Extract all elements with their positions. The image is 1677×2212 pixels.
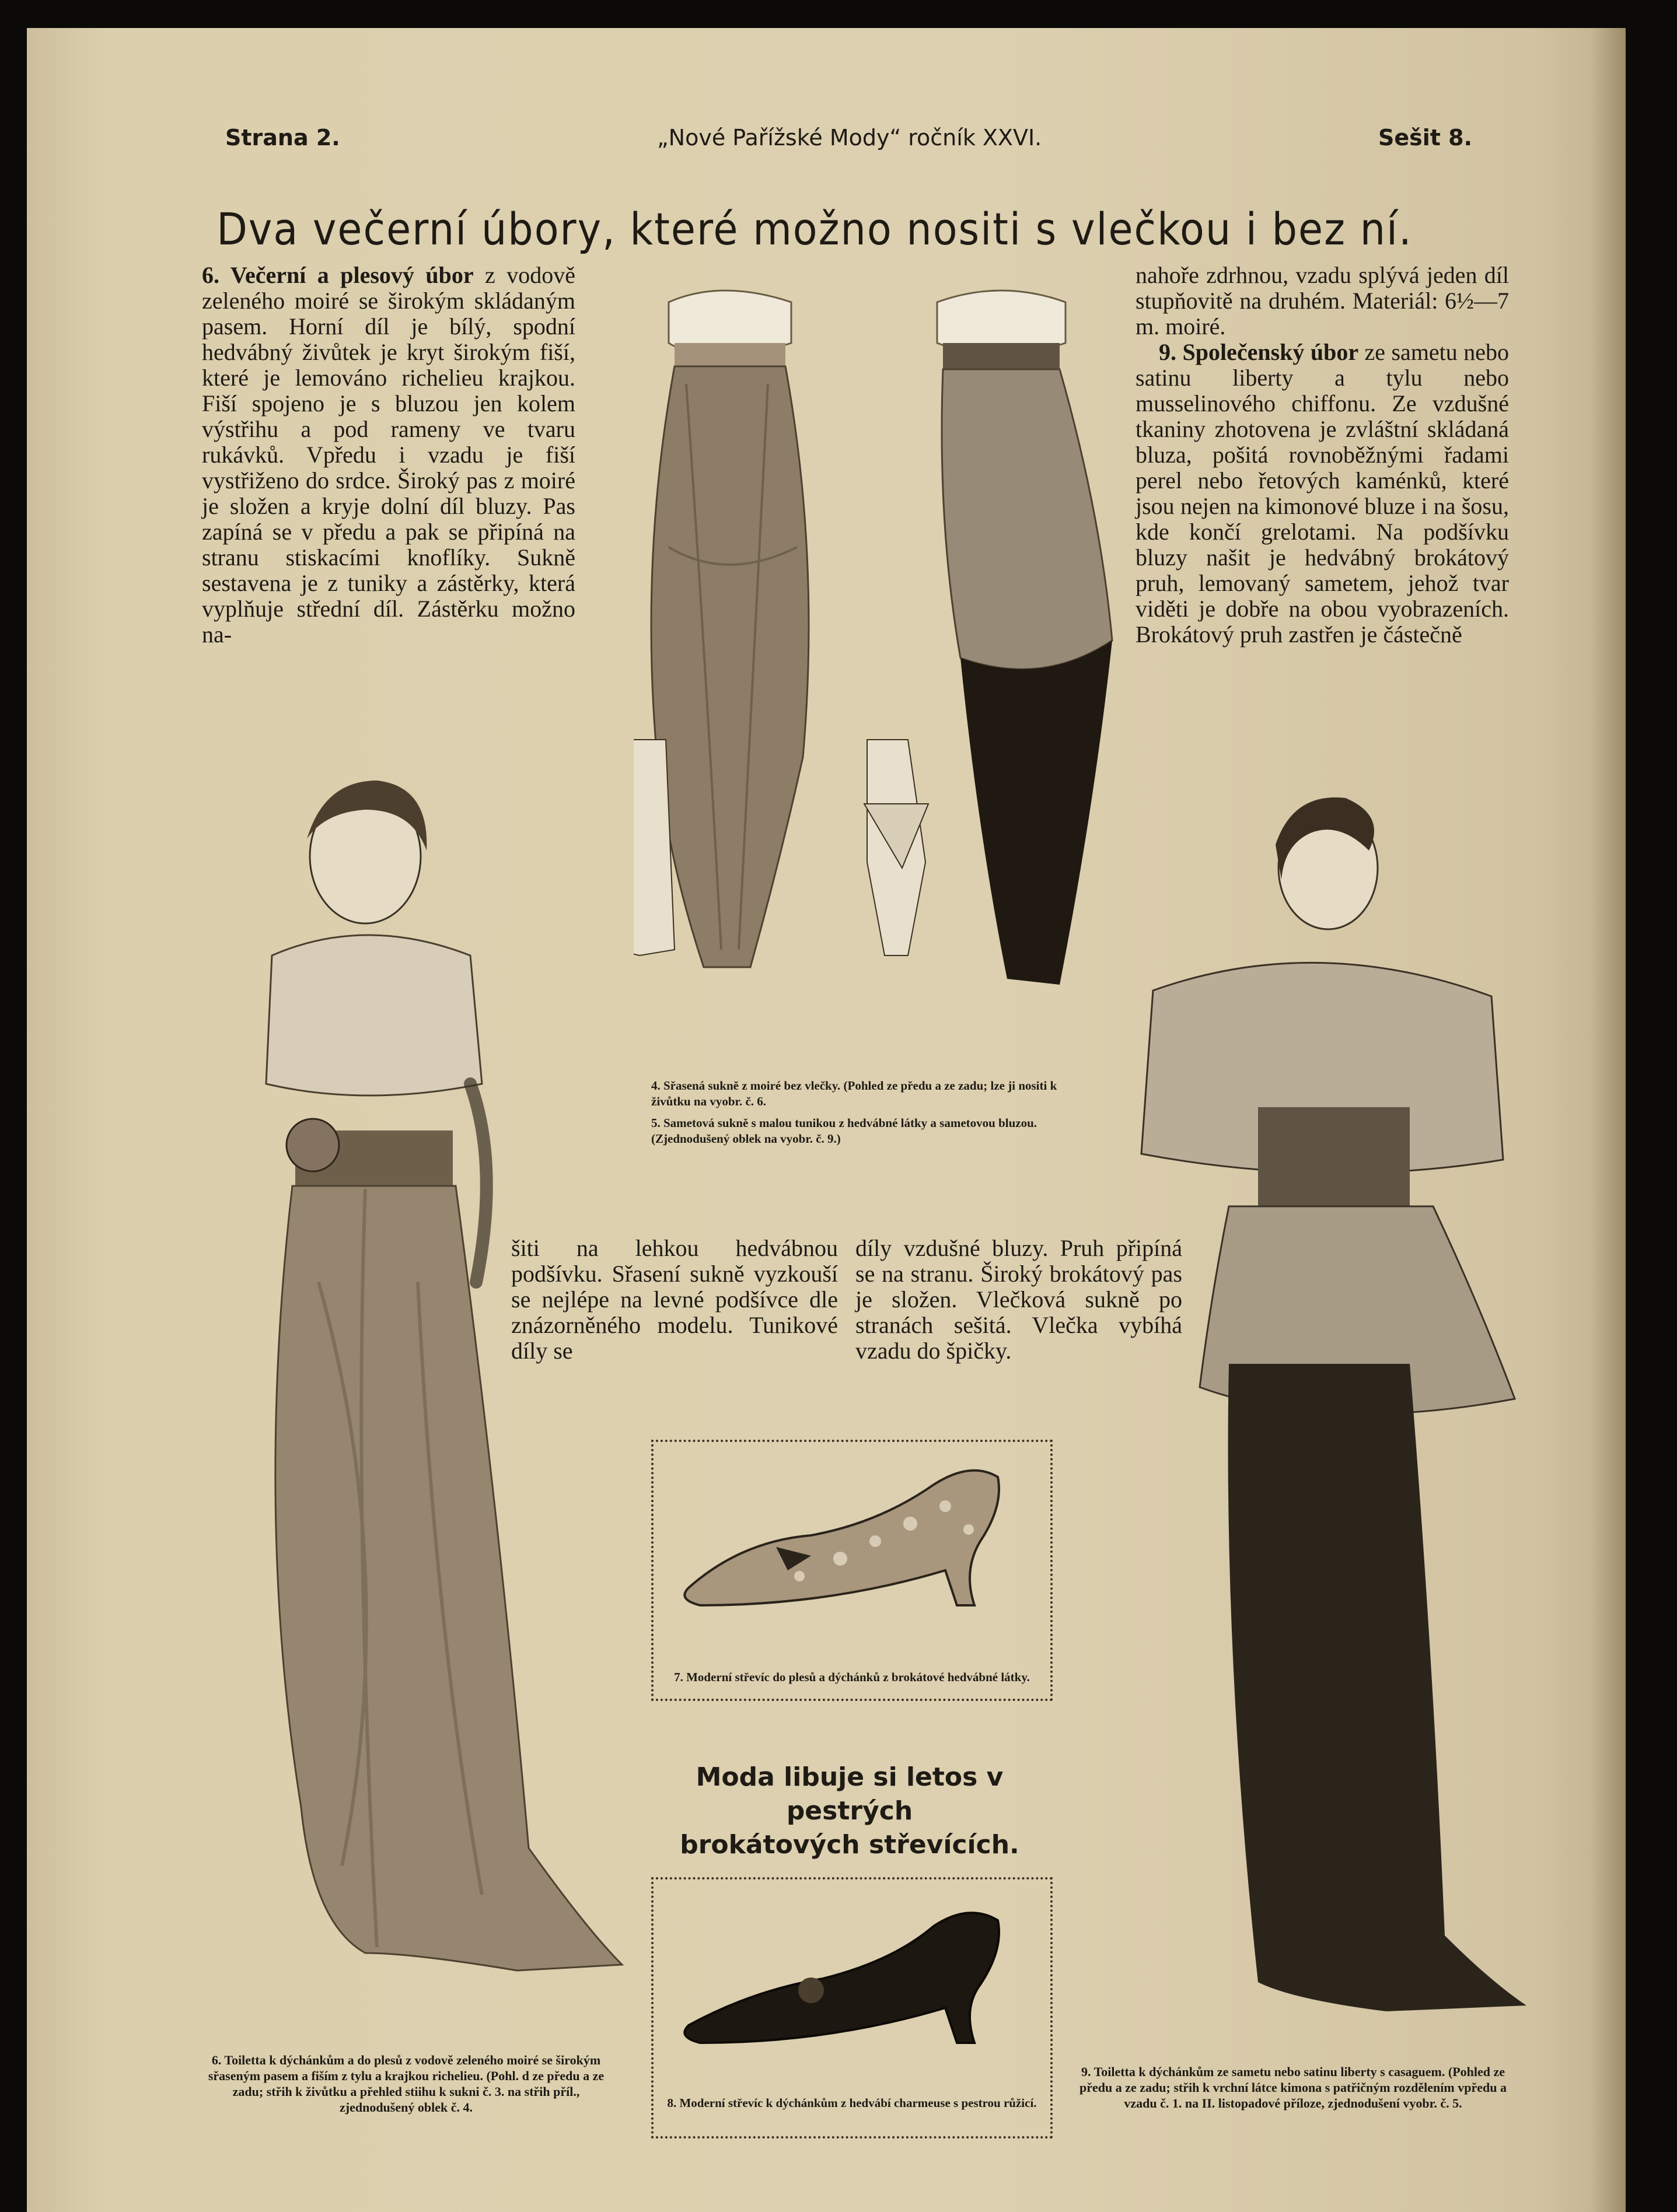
mid-right-text: díly vzdušné bluzy. Pruh připíná se na stranu. Široký brokátový pas je složen. Vlečková sukně po stranách sešitá. Vlečka vybíhá vzadu do špičky. (855, 1235, 1182, 1364)
figure-7-frame (651, 1440, 1053, 1701)
caption-5: 5. Sametová sukně s malou tunikou z hedvábné látky a sametovou bluzou. (Zjednodušený oblek na vyobr. č. 9.) (651, 1116, 1037, 1146)
item-9-text: ze sametu nebo satinu liberty a tylu nebo musselinového chiffonu. Ze vzdušné tkaniny zhotovena je zvláštní skládaná bluza, pošitá rovnoběžnými řadami perel nebo řetových kaménků, které jsou nejen na kimonové bluze i na šosu, kde končí grelotami. Na podšívku bluzy našit je hedvábný brokátový pruh, lemovaný sametem, jehož tvar viděti je dobře na obou vyobrazeních. Brokátový pruh zastřen je částečně (1136, 339, 1509, 648)
item-6-text: z vodově zeleného moiré se širokým skládaným pasem. Horní díl je bílý, spodní hedvábný živůtek je kryt širokým fiší, které je lemováno richelieu krajkou. Fiší spojeno je s bluzou jen kolem výstřihu a pod rameny ve tvaru rukávků. Vpředu i vzadu je fiší vystřiženo do srdce. Široký pas z moiré je složen a kryje dolní díl bluzy. Pas zapíná se v předu a pak se připíná na stranu stiskacími knoflíky. Sukně sestavena je z tuniky a zástěrky, která vyplňuje střední díl. Zástěrku možno na- (202, 262, 575, 648)
skirt-illustrations (634, 279, 1159, 1008)
header-issue-number: Sešit 8. (1378, 125, 1473, 150)
shoes-headline (634, 1760, 1065, 1862)
figure-6-illustration (225, 757, 669, 2029)
caption-figures-4-5 (651, 1078, 1060, 1153)
shoes-headline-line-2: brokátových střevících. (680, 1830, 1019, 1860)
right-column-text: nahoře zdrhnou, vzadu splývá jeden díl stupňovitě na druhém. Materiál: 6½—7 m. moiré. (1136, 262, 1509, 340)
article-column-right (1136, 262, 1509, 648)
item-9-heading: 9. Společenský úbor (1159, 339, 1359, 365)
page-title: Dva večerní úbory, které možno nositi s vlečkou i bez ní. (216, 203, 1413, 255)
article-mid-right (855, 1236, 1182, 1364)
figure-9-illustration (1083, 780, 1538, 2041)
article-mid-left (511, 1236, 838, 1364)
caption-7: 7. Moderní střevíc do plesů a dýchánků z brokátové hedvábné látky. (674, 1670, 1030, 1684)
article-column-left (202, 262, 575, 648)
header-page-number: Strana 2. (225, 125, 340, 150)
figure-8-frame (651, 1877, 1053, 2138)
item-6-heading: 6. Večerní a plesový úbor (202, 262, 474, 288)
magazine-page (27, 28, 1626, 2212)
caption-9: 9. Toiletta k dýchánkům ze sametu nebo satinu liberty s casaguem. (Pohled ze předu a ze zadu; střih k vrchní látce kimona s patřičným rozdělením vpředu a vzadu č. 1. na II. listopadové příloze, zjednodušení vyobr. č. 5. (1079, 2064, 1507, 2110)
page-edge-shadow (1591, 28, 1626, 2212)
mid-left-text: šiti na lehkou hedvábnou podšívku. Sřasení sukně vyzkouší se nejlépe na levné podšívce dle znázorněného modelu. Tunikové díly se (511, 1235, 838, 1364)
header-journal-title: „Nové Pařížské Mody“ ročník XXVI. (657, 125, 1042, 150)
caption-6: 6. Toiletta k dýchánkům a do plesů z vodově zeleného moiré se širokým sřaseným pasem a fiším z tylu a krajkou richelieu. (Pohl. d ze předu a ze zadu; střih k živůtku a přehled stiihu k sukni č. 3. na střih příl., zjednodušený oblek č. 4. (208, 2053, 605, 2115)
shoes-headline-line-1: Moda libuje si letos v pestrých (696, 1762, 1004, 1826)
caption-4: 4. Sřasená sukně z moiré bez vlečky. (Pohled ze předu a ze zadu; lze ji nositi k živůtku na vyobr. č. 6. (651, 1079, 1057, 1108)
caption-8: 8. Moderní střevíc k dýchánkům z hedvábí charmeuse s pestrou růžicí. (667, 2096, 1037, 2110)
